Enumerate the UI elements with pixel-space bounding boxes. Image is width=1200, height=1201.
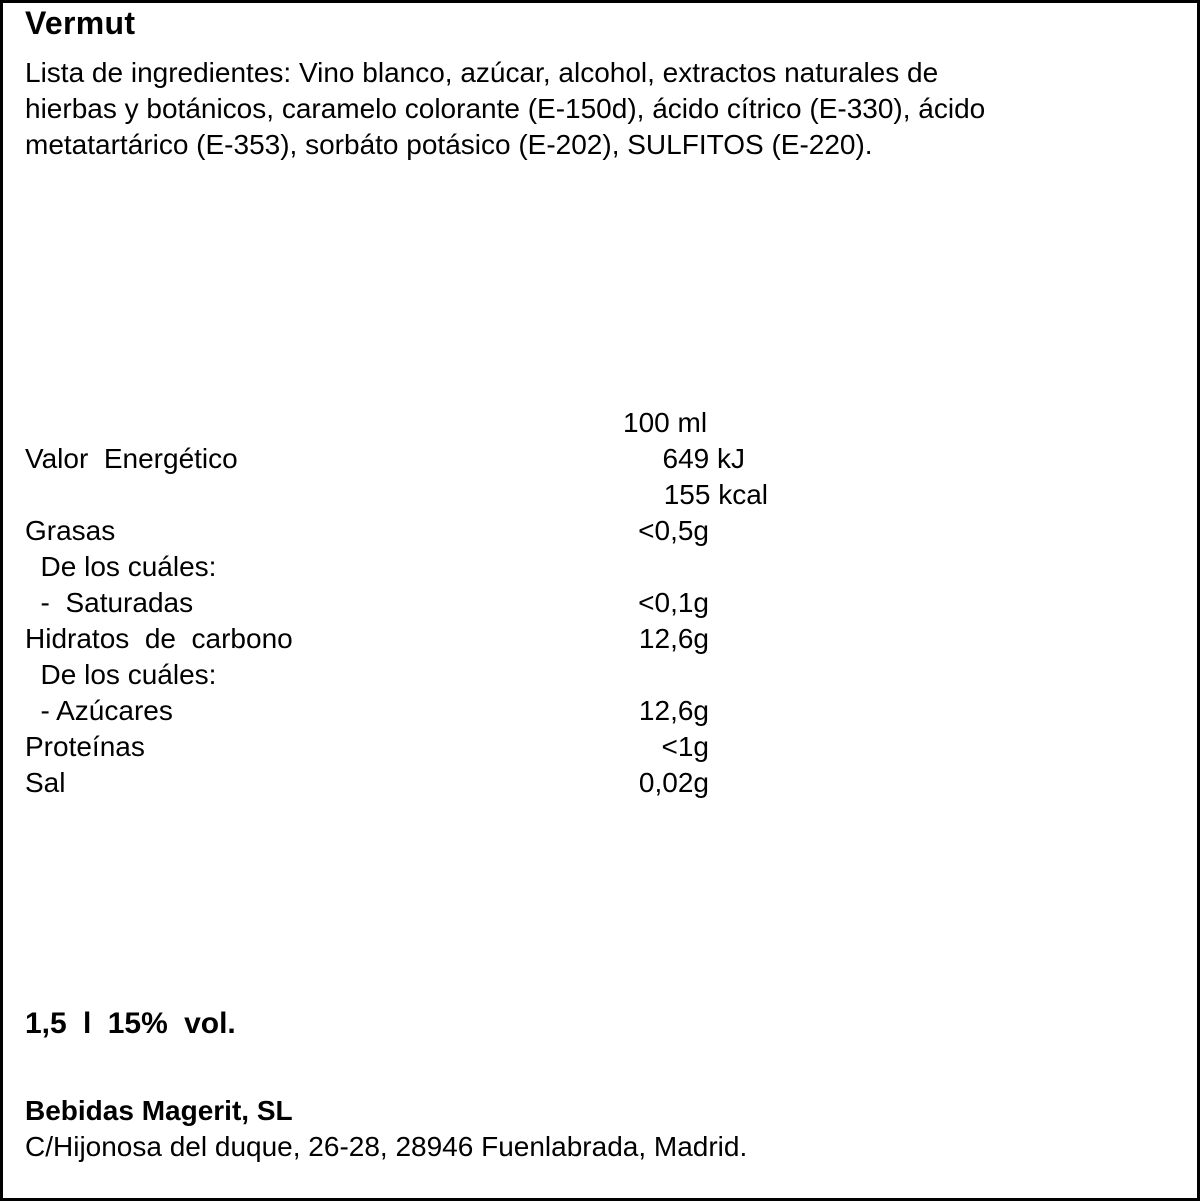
nutrient-value: 649 kJ [662,443,745,474]
nutrition-row-energy-kj [25,443,825,479]
nutrient-value: 0,02g [638,767,709,798]
nutrient-name: De los cuáles: [25,659,217,690]
volume-info: 1,5 l 15% vol. [25,1007,236,1040]
nutrient-value: <0,5g [638,515,709,546]
ingredients-line: Lista de ingredientes: Vino blanco, azúcar, alcohol, extractos naturales de [25,57,939,88]
nutrient-value: <1g [661,731,709,762]
nutrition-header-row [25,407,825,443]
nutrient-value: 12,6g [638,623,709,654]
nutrition-table [25,407,825,803]
nutrient-value: <0,1g [638,587,709,618]
nutrition-row-saturated [25,587,825,623]
nutrition-row-energy-kcal [25,479,825,515]
nutrient-value: 155 kcal [663,479,768,510]
company-name: Bebidas Magerit, SL [25,1095,293,1126]
ingredients-line: hierbas y botánicos, caramelo colorante (E-150d), ácido cítrico (E-330), ácido [25,93,986,124]
nutrient-name: Grasas [25,515,116,546]
nutrient-name: Sal [25,767,66,798]
nutrient-name: Proteínas [25,731,145,762]
nutrition-row-carbs-of-which [25,659,825,695]
nutrient-name: - Saturadas [25,587,194,618]
nutrient-name: Hidratos de carbono [25,623,293,654]
nutrition-header: 100 ml [623,407,708,438]
nutrition-row-fat [25,515,825,551]
ingredients-list [25,55,985,163]
nutrient-value: 12,6g [638,695,709,726]
nutrient-name: Valor Energético [25,443,238,474]
company-address: C/Hijonosa del duque, 26-28, 28946 Fuenlabrada, Madrid. [25,1131,748,1162]
product-title: Vermut [25,5,136,41]
nutrition-row-carbohydrates [25,623,825,659]
ingredients-line: metatartárico (E-353), sorbáto potásico (E-202), SULFITOS (E-220). [25,129,873,160]
nutrition-row-protein [25,731,825,767]
nutrient-name: De los cuáles: [25,551,217,582]
nutrition-row-fat-of-which [25,551,825,587]
nutrition-row-salt [25,767,825,803]
nutrient-name: - Azúcares [25,695,173,726]
nutrition-row-sugars [25,695,825,731]
